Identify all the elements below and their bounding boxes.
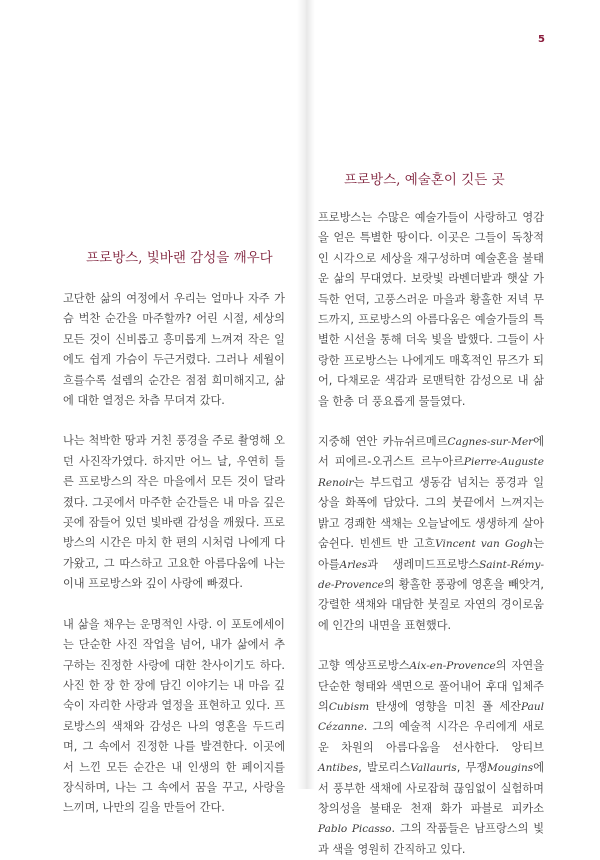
book-gutter xyxy=(297,0,315,789)
left-paragraph-3: 내 삶을 채우는 운명적인 사랑. 이 포토에세이는 단순한 사진 작업을 넘어, 내가 삶에서 추구하는 진정한 사랑에 대한 찬사이기도 하다. 사진 한 장 한 장에 담긴 이야기는 내 마음 깊숙이 자리한 사랑과 열정을 표현하고 있다. 프로방스의 색채와 감성은 나의 영혼을 두드리며, 그 속에서 진정한 나를 발견한다. 이곳에서 느낀 모든 순간은 내 인생의 한 페이지를 장식하며, 나는 그 속에서 꿈을 꾸고, 사랑을 느끼며, 나만의 길을 만들어 간다. xyxy=(63,617,285,815)
left-paragraph-1: 고단한 삶의 여정에서 우리는 얼마나 자주 가슴 벅찬 순간을 마주할까? 어린 시절, 세상의 모든 것이 신비롭고 흥미롭게 느껴져 작은 일에도 쉽게 가슴이 두근거렸다. 그러나 세월이 흐를수록 설렘의 순간은 점점 희미해지고, 삶에 대한 열정은 차츰 무뎌져 갔다. xyxy=(63,292,285,408)
right-paragraph-3: 고향 엑상프로방스Aix-en-Provence의 자연을 단순한 형태와 색면으로 풀어내어 후대 입체주의Cubism 탄생에 영향을 미친 폴 세잔Paul Cézanne. 그의 예술적 시각은 우리에게 새로운 차원의 아름다움을 선사한다. 앙티브Antibes, 발로리스Vallauris, 무쟁Mougins에서 풍부한 색채에 사로잡혀 끊임없이 실험하며 창의성을 불태운 천재 화가 파블로 피카소Pablo Picasso. 그의 작품들은 남프랑스의 빛과 색을 영원히 간직하고 있다. xyxy=(318,659,545,856)
page-number: 5 xyxy=(538,34,545,45)
left-paragraph-2: 나는 척박한 땅과 거친 풍경을 주로 촬영해 오던 사진작가였다. 하지만 어느 날, 우연히 들른 프로방스의 작은 마을에서 모든 것이 달라졌다. 그곳에서 마주한 순간들은 내 마음 깊은 곳에 잠들어 있던 빛바랜 감성을 깨웠다. 프로방스의 시간은 마치 한 편의 시처럼 나에게 다가왔고, 그 따스하고 고요한 아름다움에 나는 이내 프로방스와 깊이 사랑에 빠졌다. xyxy=(63,434,285,591)
right-paragraph-2: 지중해 연안 카뉴쉬르메르Cagnes-sur-Mer에서 피에르-오귀스트 르누아르Pierre-Auguste Renoir는 부드럽고 생동감 넘치는 풍경과 일상을 화폭에 담았다. 그의 붓끝에서 느껴지는 밝고 경쾌한 색채는 오늘날에도 생생하게 살아 숨쉰다. 빈센트 반 고흐Vincent van Gogh는 아를Arles과 생레미드프로방스Saint-Rémy-de-Provence의 황홀한 풍광에 영혼을 빼앗겨, 강렬한 색채와 대담한 붓질로 자연의 경이로움에 인간의 내면을 표현했다. xyxy=(318,435,544,632)
right-column-text xyxy=(318,208,544,860)
right-section-title: 프로방스, 예술혼이 깃든 곳 xyxy=(344,172,505,188)
right-paragraph-1: 프로방스는 수많은 예술가들이 사랑하고 영감을 얻은 특별한 땅이다. 이곳은 그들이 독창적인 시각으로 세상을 재구성하며 예술혼을 불태운 삶의 무대였다. 보랏빛 라벤더밭과 햇살 가득한 언덕, 고풍스러운 마을과 황홀한 저녁 무드까지, 프로방스의 아름다움은 예술가들의 특별한 시선을 통해 더욱 빛을 발했다. 그들이 사랑한 프로방스는 나에게도 매혹적인 뮤즈가 되어, 다채로운 색감과 로맨틱한 감성으로 내 삶을 한층 더 풍요롭게 물들였다. xyxy=(318,211,544,408)
left-section-title: 프로방스, 빛바랜 감성을 깨우다 xyxy=(86,250,273,266)
left-column-text xyxy=(63,289,285,819)
